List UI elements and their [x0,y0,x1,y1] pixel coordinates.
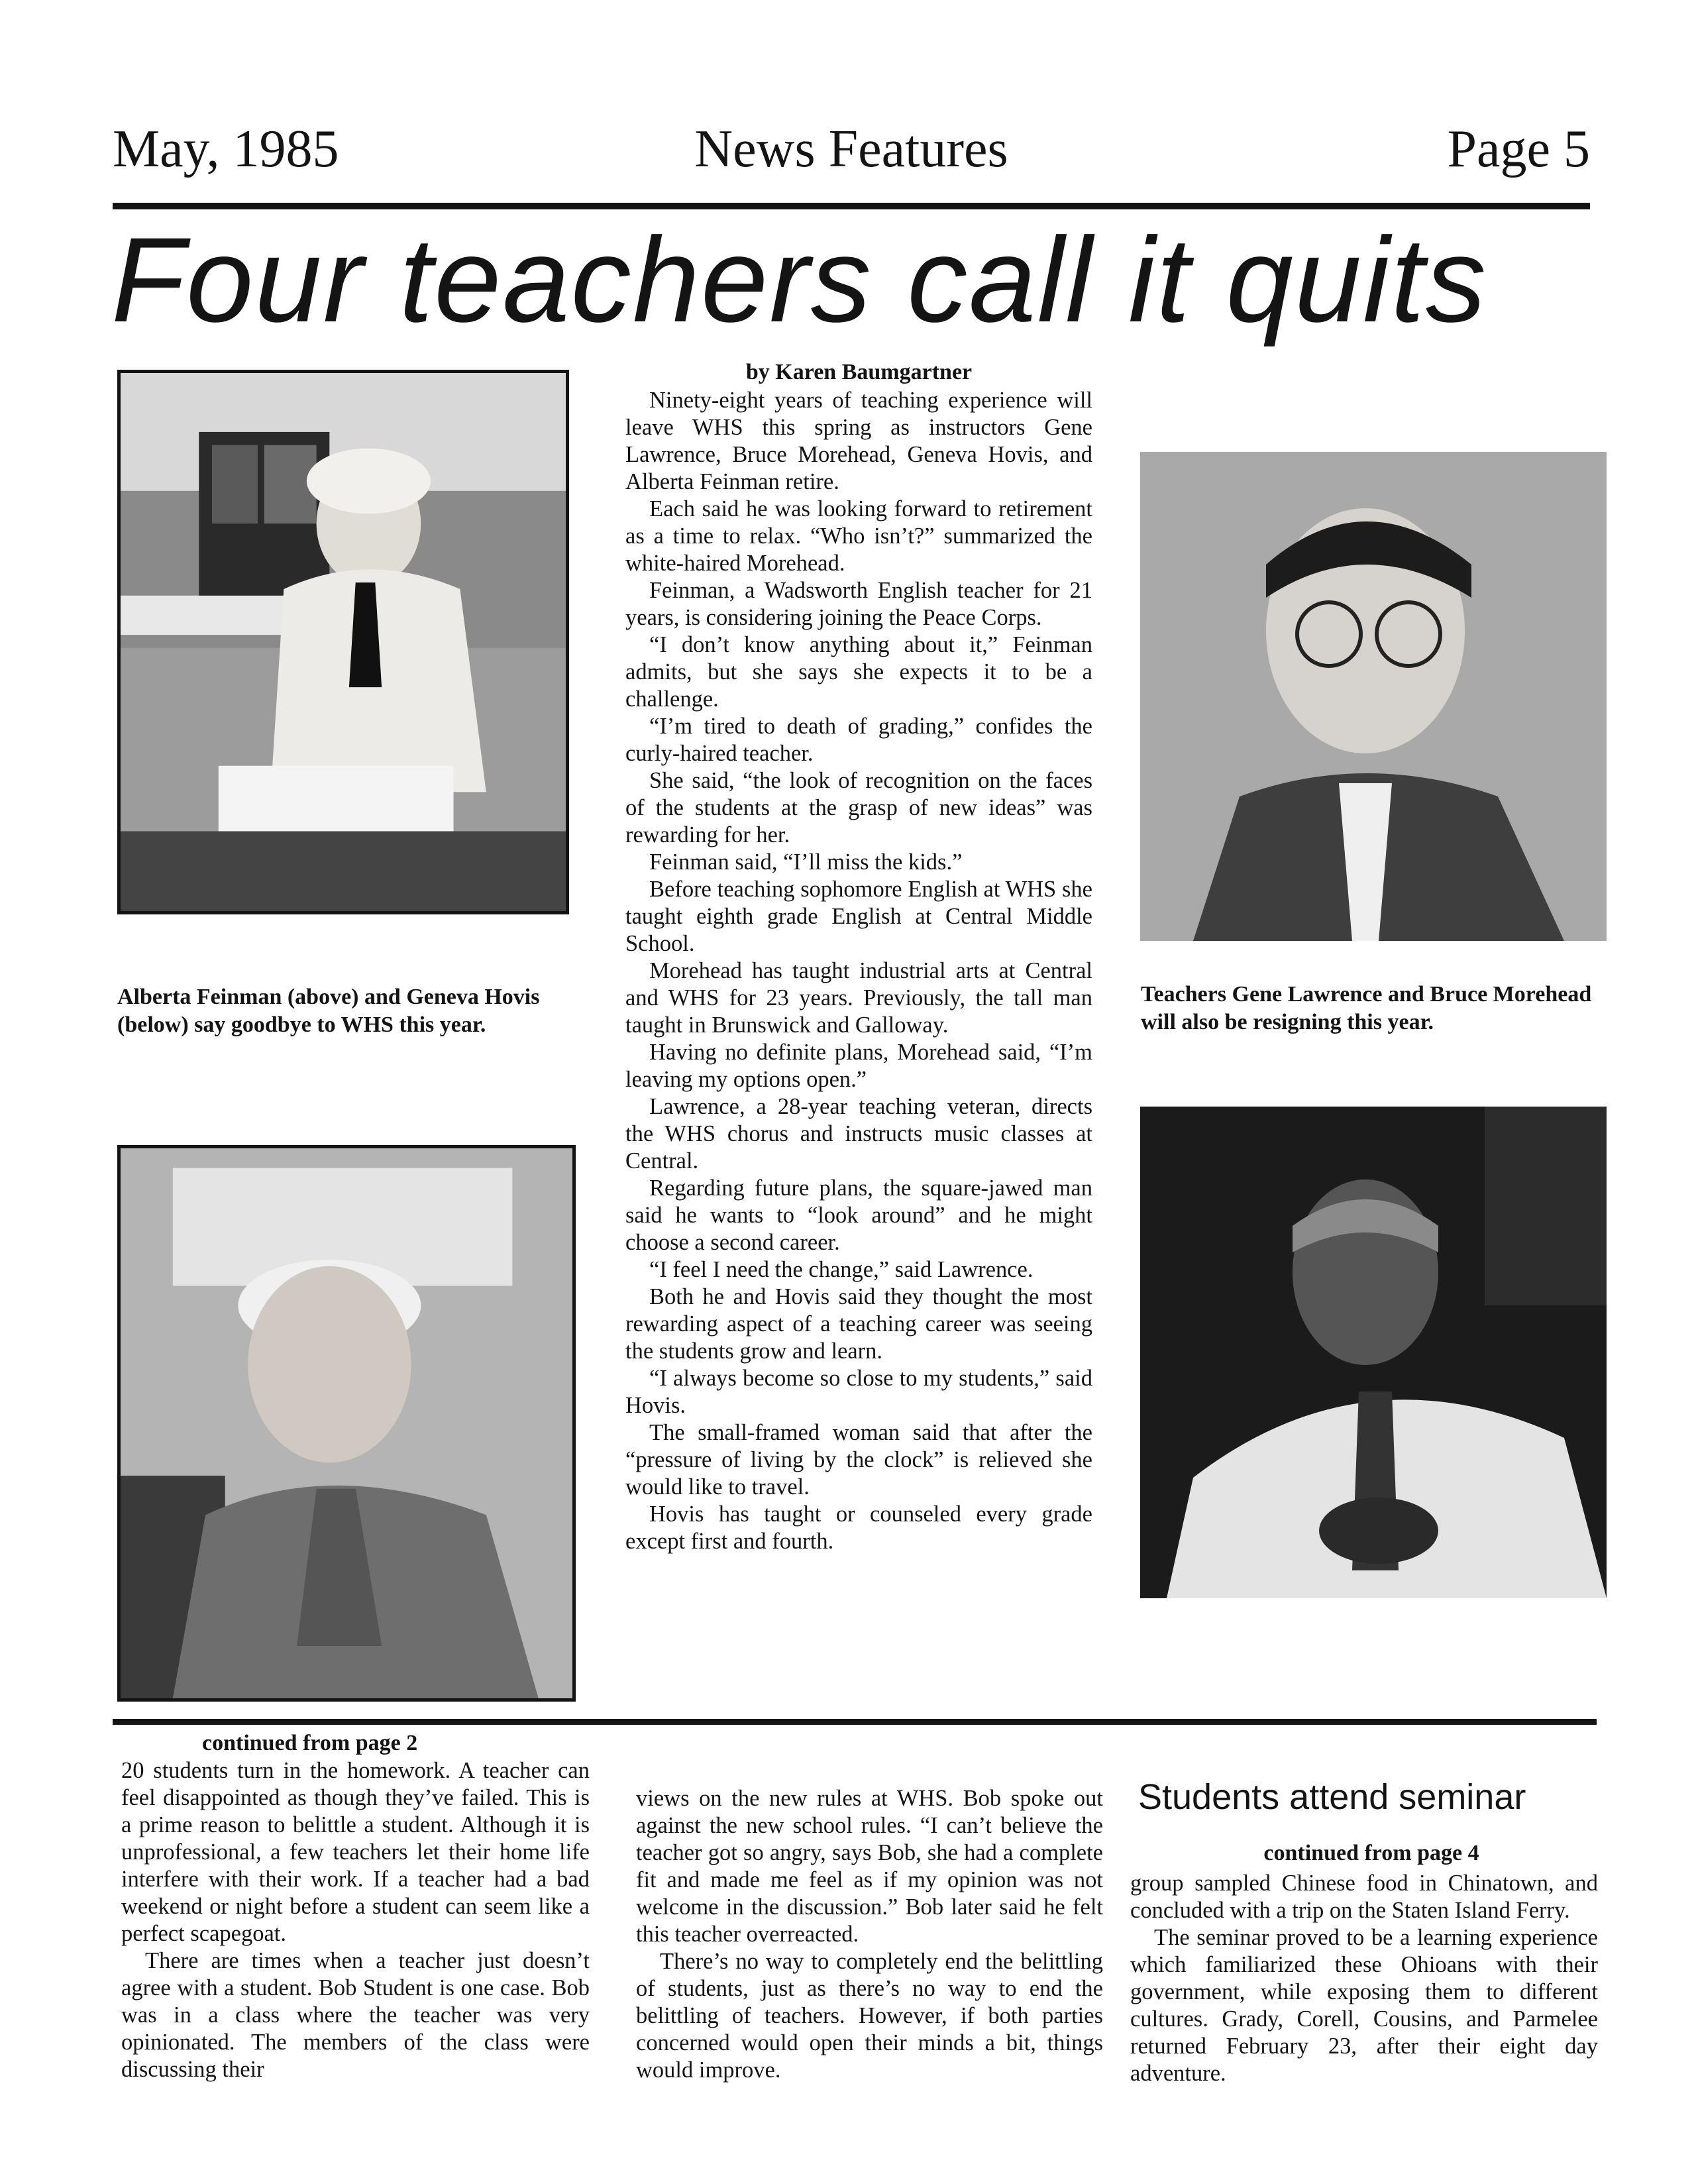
continued-label: continued from page 2 [202,1731,418,1755]
article-paragraph: Before teaching sophomore English at WHS she taught eighth grade English at Central Middle School. [625,877,1092,956]
article-paragraph: Both he and Hovis said they thought the most rewarding aspect of a teaching career was seeing the students grow and learn. [625,1284,1092,1364]
continued-paragraph: views on the new rules at WHS. Bob spoke out against the new school rules. “I can’t believe the teacher got so angry, says Bob, she had a complete fit and made me feel as if my opinion was not welcome in the discussion.” Bob later said he felt this teacher overreacted. [636,1786,1103,1947]
article-paragraph: Ninety-eight years of teaching experience will leave WHS this spring as instructors Gene Lawrence, Bruce Morehead, Geneva Hovis, and Alberta Feinman retire. [625,388,1092,494]
article-paragraph: Regarding future plans, the square-jawed man said he wants to “look around” and he might choose a second career. [625,1175,1092,1255]
article-paragraph: Feinman, a Wadsworth English teacher for 21 years, is considering joining the Peace Corps. [625,578,1092,630]
seminar-paragraph: The seminar proved to be a learning experience which familiarized these Ohioans with their government, while exposing them to different cultures. Grady, Corell, Cousins, and Parmelee returned February 23, after their eight day adventure. [1130,1925,1598,2086]
seminar-column [1130,1870,1598,2087]
article-paragraph: Lawrence, a 28-year teaching veteran, directs the WHS chorus and instructs music classes at Central. [625,1094,1092,1174]
continued-paragraph: There are times when a teacher just doesn’t agree with a student. Bob Student is one case. Bob was in a class where the teacher was very opinionated. The members of the class were discussing their [121,1948,590,2082]
seminar-paragraph: group sampled Chinese food in Chinatown, and concluded with a trip on the Staten Island Ferry. [1130,1871,1598,1923]
article-paragraph: “I’m tired to death of grading,” confides the curly-haired teacher. [625,714,1092,766]
photo-lawrence [1140,452,1607,941]
continued-column-2 [636,1785,1103,2084]
photo-feinman [117,370,569,914]
seminar-continued-label: continued from page 4 [1263,1841,1479,1865]
caption-left: Alberta Feinman (above) and Geneva Hovis (below) say goodbye to WHS this year. [117,985,540,1037]
article-paragraph: “I always become so close to my students,” said Hovis. [625,1366,1092,1418]
section-rule [113,1719,1597,1725]
header-rule [113,203,1590,209]
page-header [113,116,1590,182]
continued-paragraph: There’s no way to completely end the belittling of students, just as there’s no way to end the belittling of teachers. However, if both parties concerned would open their minds a bit, things would improve. [636,1949,1103,2083]
photo-hovis [117,1145,576,1702]
article-paragraph: She said, “the look of recognition on the faces of the students at the grasp of new ideas” was rewarding for her. [625,768,1092,847]
issue-date: May, 1985 [113,120,339,178]
section-name: News Features [694,120,1008,178]
photo-morehead [1140,1107,1607,1598]
article-paragraph: Feinman said, “I’ll miss the kids.” [649,849,963,875]
article-paragraph: Each said he was looking forward to retirement as a time to relax. “Who isn’t?” summarized the white-haired Morehead. [625,496,1092,576]
article-paragraph: “I don’t know anything about it,” Feinman admits, but she says she expects it to be a challenge. [625,632,1092,712]
byline: by Karen Baumgartner [745,360,973,384]
article-paragraph: Hovis has taught or counseled every grade except first and fourth. [625,1502,1092,1554]
seminar-title: Students attend seminar [1138,1777,1526,1817]
article-paragraph: Having no definite plans, Morehead said, “I’m leaving my options open.” [625,1040,1092,1092]
caption-right: Teachers Gene Lawrence and Bruce Morehead will also be resigning this year. [1141,982,1592,1034]
article-column [625,358,1092,1555]
headline: Four teachers call it quits [111,212,1488,347]
continued-paragraph: 20 students turn in the homework. A teacher can feel disappointed as though they’ve failed. This is a prime reason to belittle a student. Although it is unprofessional, a few teachers let their home life interfere with their work. If a teacher had a bad weekend or night before a student can seem like a perfect scapegoat. [121,1758,590,1946]
continued-column-1 [121,1757,590,2083]
article-paragraph: Morehead has taught industrial arts at Central and WHS for 23 years. Previously, the tall man taught in Brunswick and Galloway. [625,958,1092,1038]
article-paragraph: The small-framed woman said that after the “pressure of living by the clock” is relieved she would like to travel. [625,1420,1092,1500]
page-number: Page 5 [1447,120,1590,178]
article-paragraph: “I feel I need the change,” said Lawrence. [649,1257,1034,1282]
